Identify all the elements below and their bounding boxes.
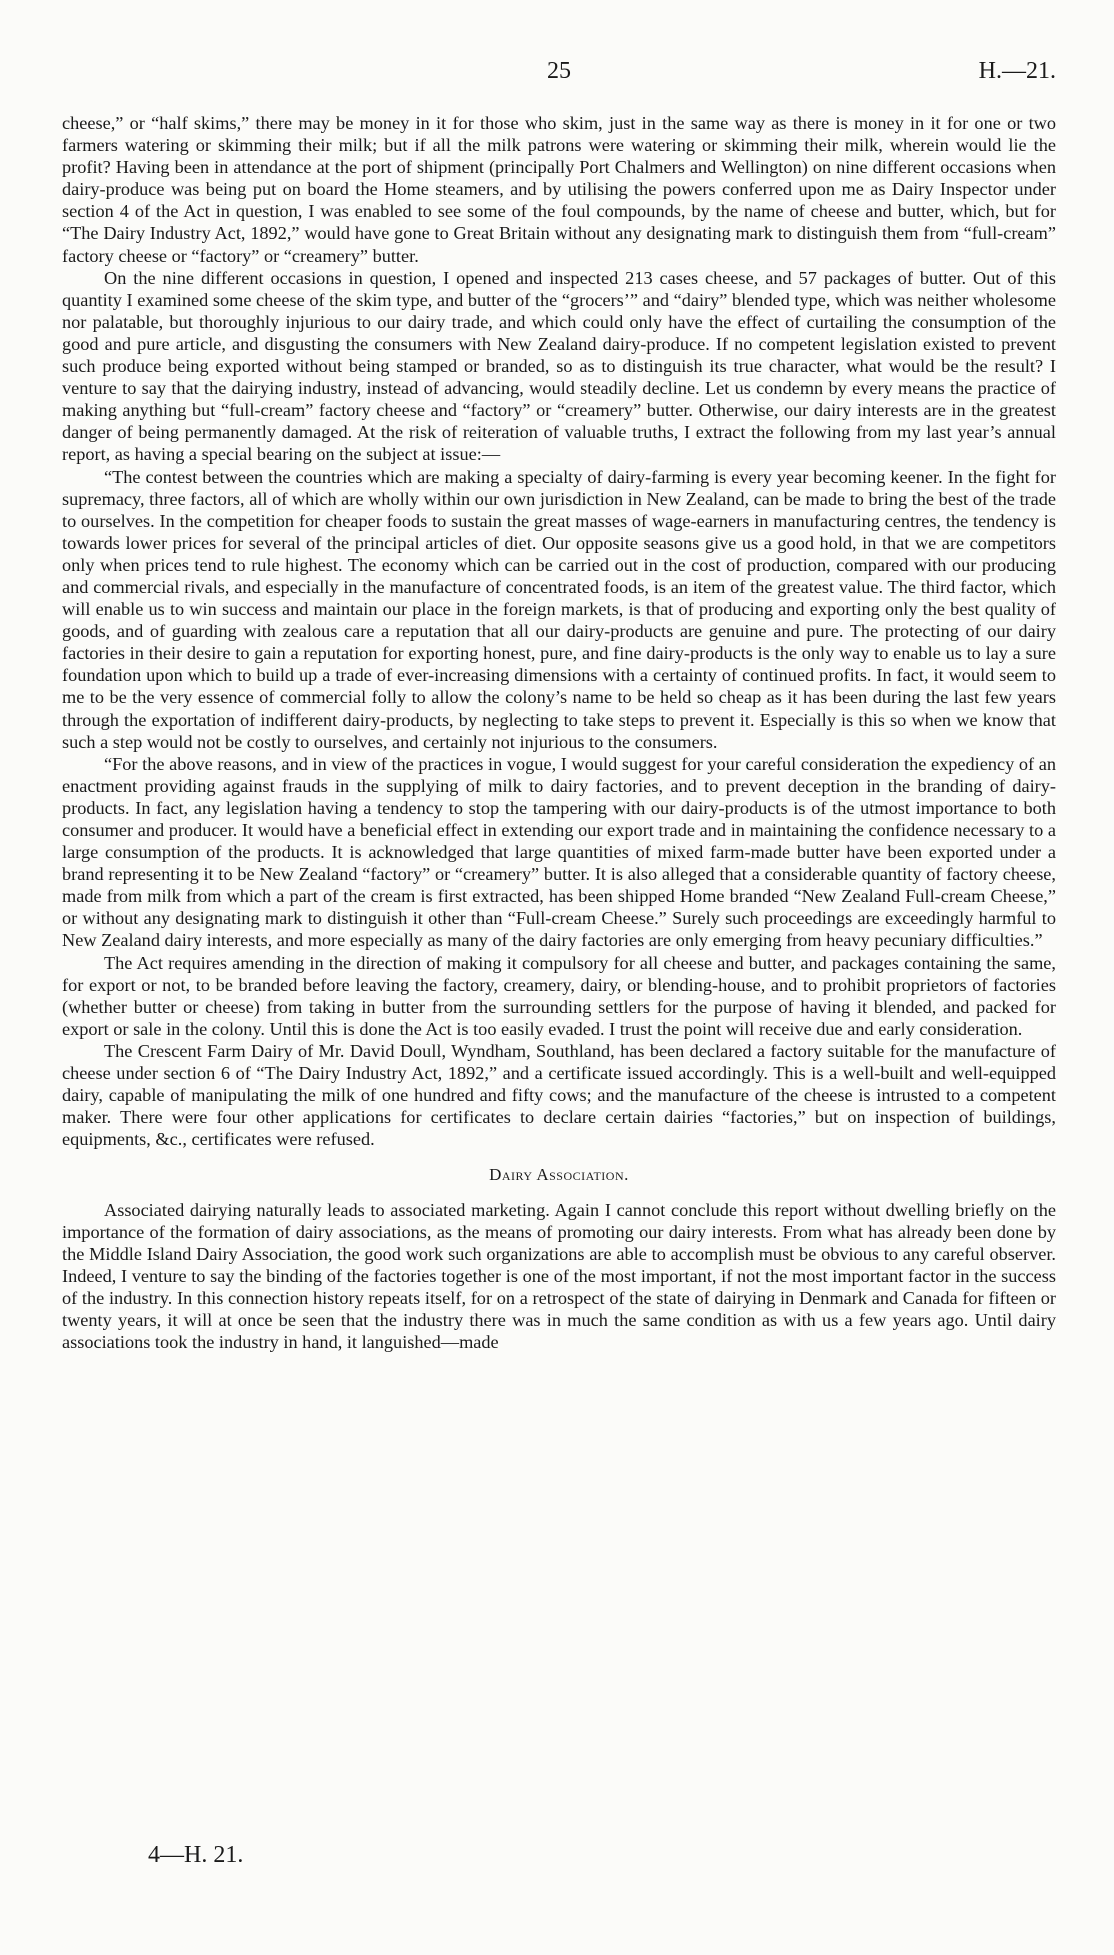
quoted-paragraph: “The contest between the countries which are making a specialty of dairy-farming is every year becoming keener. In the fight for supremacy, three factors, all of which are wholly within our own jurisdiction in New Zealand, can be made to bring the best of the trade to ourselves. In the competition for cheaper foods to sustain the great masses of wage-earners in manufacturing centres, the tendency is towards lower prices for several of the principal articles of diet. Our opposite seasons give us a good hold, in that we are competitors only when prices tend to rule highest. The economy which can be carried out in the cost of production, compared with our producing and commercial rivals, and especially in the manufacture of concentrated foods, is an item of the greatest value. The third factor, which will enable us to win success and maintain our place in the foreign markets, is that of producing and exporting only the best quality of goods, and of guarding with zealous care a reputation that all our dairy-products are genuine and pure. The protecting of our dairy factories in their desire to gain a reputation for exporting honest, pure, and fine dairy-products is the only way to enable us to lay a sure foundation upon which to build up a trade of ever-increasing dimensions with a certainty of continued profits. In fact, it would seem to me to be the very essence of commercial folly to allow the colony’s name to be held so cheap as it has been during the last few years through the exportation of indifferent dairy-products, by neglecting to take steps to prevent it. Especially is this so when we know that such a step would not be costly to ourselves, and certainly not injurious to the consumers. — [62, 466, 1056, 752]
paragraph: Associated dairying naturally leads to associated marketing. Again I cannot conclude this report without dwelling briefly on the importance of the formation of dairy associations, as the means of promoting our dairy interests. From what has already been done by the Middle Island Dairy Association, the good work such organizations are able to accomplish must be obvious to any careful observer. Indeed, I venture to say the binding of the factories together is one of the most important, if not the most important factor in the success of the industry. In this connection history repeats itself, for on a retrospect of the state of dairying in Denmark and Canada for fifteen or twenty years, it will at once be seen that the industry there was in much the same condition as with us a few years ago. Until dairy associations took the industry in hand, it languished—made — [62, 1199, 1056, 1353]
page-header — [62, 58, 1056, 92]
paragraph: The Crescent Farm Dairy of Mr. David Doull, Wyndham, Southland, has been declared a factory suitable for the manufacture of cheese under section 6 of “The Dairy Industry Act, 1892,” and a certificate issued accordingly. This is a well-built and well-equipped dairy, capable of manipulating the milk of one hundred and fifty cows; and the manufacture of the cheese is intrusted to a competent maker. There were four other applications for certificates to declare certain dairies “factories,” but on inspection of buildings, equipments, &c., certificates were refused. — [62, 1040, 1056, 1150]
paragraph: On the nine different occasions in question, I opened and inspected 213 cases cheese, and 57 packages of butter. Out of this quantity I examined some cheese of the skim type, and butter of the “grocers’” and “dairy” blended type, which was neither wholesome nor palatable, but thoroughly injurious to our dairy trade, and which could only have the effect of curtailing the consumption of the good and pure article, and disgusting the consumers with New Zealand dairy-produce. If no competent legislation existed to prevent such produce being exported without being stamped or branded, so as to distinguish its true character, what would be the result? I venture to say that the dairying industry, instead of advancing, would steadily decline. Let us condemn by every means the practice of making anything but “full-cream” factory cheese and “factory” or “creamery” butter. Otherwise, our dairy interests are in the greatest danger of being permanently damaged. At the risk of reiteration of valuable truths, I extract the following from my last year’s annual report, as having a special bearing on the subject at issue:— — [62, 267, 1056, 465]
quoted-paragraph: “For the above reasons, and in view of the practices in vogue, I would suggest for your careful consideration the expediency of an enactment providing against frauds in the supplying of milk to dairy factories, and to prevent deception in the branding of dairy-products. In fact, any legislation having a tendency to stop the tampering with our dairy-products is of the utmost importance to both consumer and producer. It would have a beneficial effect in extending our export trade and in maintaining the confidence necessary to a large consumption of the products. It is acknowledged that large quantities of mixed farm-made butter have been exported under a brand representing it to be New Zealand “factory” or “creamery” butter. It is also alleged that a considerable quantity of factory cheese, made from milk from which a part of the cream is first extracted, has been shipped Home branded “New Zealand Full-cream Cheese,” or without any designating mark to distinguish it other than “Full-cream Cheese.” Surely such proceedings are exceedingly harmful to New Zealand dairy interests, and more especially as many of the dairy factories are only emerging from heavy pecuniary difficulties.” — [62, 753, 1056, 951]
page-number: 25 — [547, 58, 571, 84]
paper-code: H.—21. — [978, 58, 1056, 84]
section-heading: Dairy Association. — [489, 1165, 629, 1185]
body-text — [62, 112, 1056, 1353]
paragraph: cheese,” or “half skims,” there may be money in it for those who skim, just in the same way as there is money in it for one or two farmers watering or skimming their milk; but if all the milk patrons were watering or skimming their milk, wherein would lie the profit? Having been in attendance at the port of shipment (principally Port Chalmers and Wellington) on nine different occasions when dairy-produce was being put on board the Home steamers, and by utilising the powers conferred upon me as Dairy Inspector under section 4 of the Act in question, I was enabled to see some of the foul compounds, by the name of cheese and butter, which, but for “The Dairy Industry Act, 1892,” would have gone to Great Britain without any designating mark to distinguish them from “full-cream” factory cheese or “factory” or “creamery” butter. — [62, 113, 1056, 266]
document-page — [62, 58, 1056, 1353]
signature-mark: 4—H. 21. — [148, 1842, 244, 1868]
paragraph: The Act requires amending in the direction of making it compulsory for all cheese and butter, and packages containing the same, for export or not, to be branded before leaving the factory, creamery, dairy, or blending-house, and to prohibit proprietors of factories (whether butter or cheese) from taking in butter from the surrounding settlers for the purpose of having it blended, and packed for export or sale in the colony. Until this is done the Act is too easily evaded. I trust the point will receive due and early consideration. — [62, 952, 1056, 1039]
